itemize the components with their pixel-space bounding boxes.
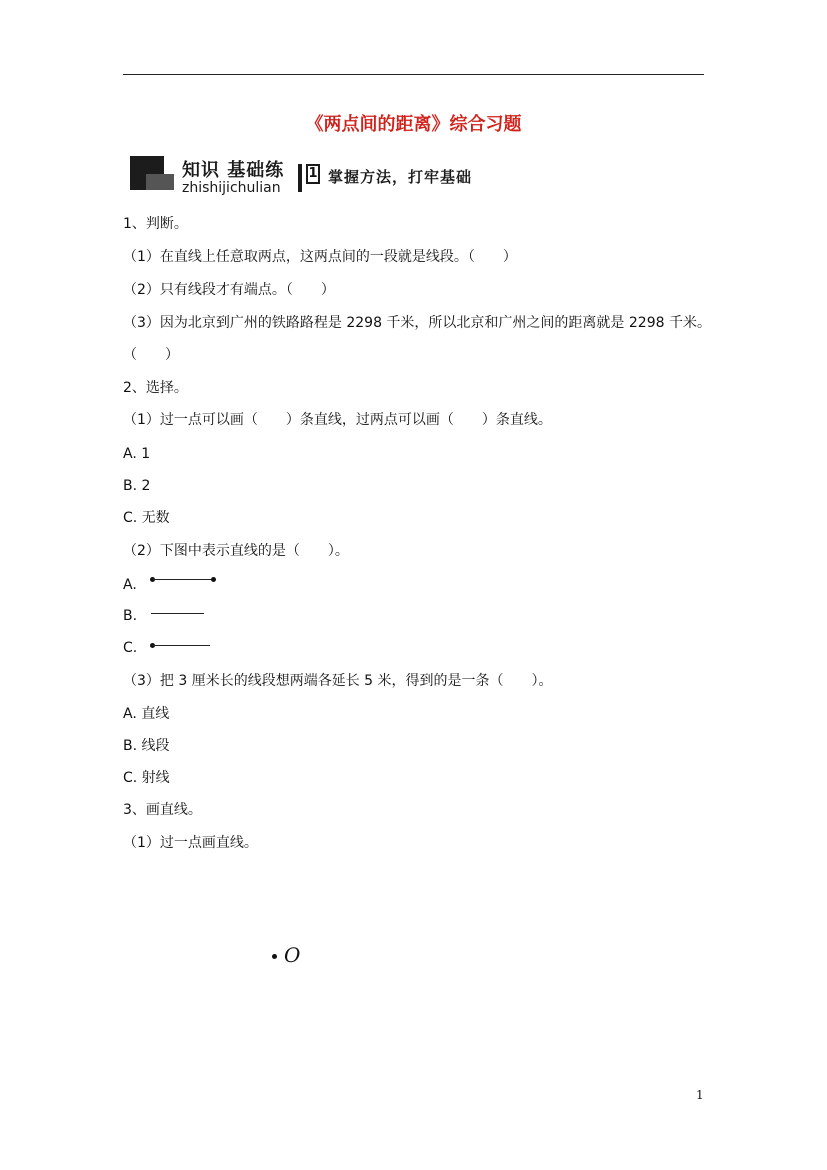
q1-item-1: （1）在直线上任意取两点，这两点间的一段就是线段。（ ） (123, 249, 517, 265)
q2-sub2-option-c: C. (123, 640, 138, 656)
point-o-figure (272, 943, 300, 967)
q2-sub3-option-a: A. 直线 (123, 706, 170, 722)
point-o-label: O (284, 943, 301, 967)
straight-line-figure (151, 613, 204, 614)
q2-sub1-option-c: C. 无数 (123, 510, 170, 526)
header-rule (123, 74, 704, 75)
q3-heading: 3、画直线。 (123, 802, 202, 818)
banner-divider (298, 164, 302, 192)
q1-item-2: （2）只有线段才有端点。（ ） (123, 282, 335, 298)
banner-number-badge: 1 (306, 164, 320, 184)
banner-logo-step (146, 174, 174, 190)
banner-slogan: 掌握方法，打牢基础 (328, 168, 473, 186)
ray-figure (152, 645, 210, 646)
q2-sub2-option-a: A. (123, 577, 137, 593)
q2-sub3-option-c: C. 射线 (123, 770, 170, 786)
page-number: 1 (696, 1088, 704, 1102)
q2-sub1-option-b: B. 2 (123, 478, 151, 494)
document-title: 《两点间的距离》综合习题 (305, 114, 522, 135)
q2-sub2-stem: （2）下图中表示直线的是（ ）。 (123, 543, 349, 559)
line-segment-figure (152, 579, 214, 580)
section-banner (130, 156, 510, 198)
q2-sub1-option-a: A. 1 (123, 446, 151, 462)
banner-pinyin: zhishijichulian (182, 180, 281, 196)
q2-sub3-option-b: B. 线段 (123, 738, 170, 754)
segment-endpoint-right (211, 577, 216, 582)
q2-sub1-stem: （1）过一点可以画（ ）条直线，过两点可以画（ ）条直线。 (123, 412, 552, 428)
q2-sub2-option-b: B. (123, 608, 138, 624)
banner-main-text: 知识 基础练 (182, 160, 285, 181)
q1-heading: 1、判断。 (123, 216, 188, 232)
q3-sub1: （1）过一点画直线。 (123, 835, 258, 851)
q2-heading: 2、选择。 (123, 380, 188, 396)
q1-item-3-blank: （ ） (123, 347, 179, 363)
q2-sub3-stem: （3）把 3 厘米长的线段想两端各延长 5 米，得到的是一条（ ）。 (123, 673, 553, 689)
q1-item-3: （3）因为北京到广州的铁路路程是 2298 千米，所以北京和广州之间的距离就是 2298 千米。 (123, 315, 711, 331)
point-o-dot (272, 954, 277, 959)
